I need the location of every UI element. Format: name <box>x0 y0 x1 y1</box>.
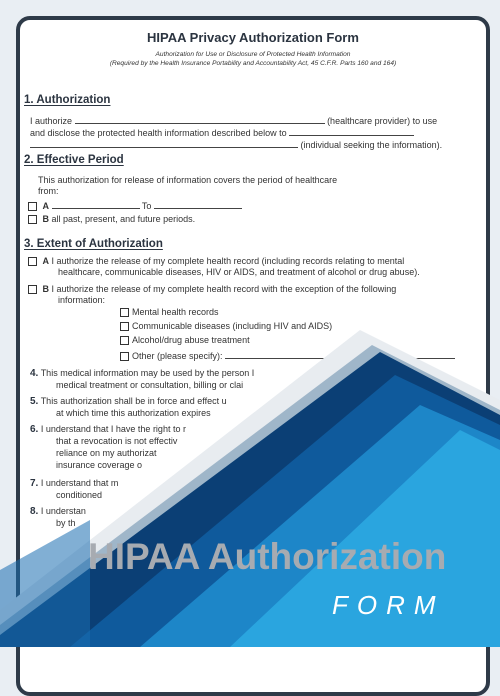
left-blue-accent <box>0 520 90 647</box>
form-title: HIPAA Privacy Authorization Form <box>147 30 359 45</box>
alcohol-drug-label: Alcohol/drug abuse treatment <box>132 335 250 345</box>
item-6-text: I understand that I have the right to r <box>40 424 186 434</box>
option-a-letter: A <box>42 201 50 211</box>
option-b-text: all past, present, and future periods. <box>51 214 196 224</box>
item-7-text: I understand that m <box>40 478 119 488</box>
banner-title: HIPAA Authorization <box>88 536 447 577</box>
item-7-number: 7. <box>30 478 39 489</box>
extent-a-letter: A <box>42 256 50 266</box>
effective-period-text-2: from: <box>38 186 59 196</box>
item-5-line-2: at which time this authorization expires <box>56 408 211 418</box>
disclose-label: and disclose the protected health information described below to <box>30 128 287 138</box>
extent-b-letter: B <box>42 284 50 294</box>
extent-b-text: I authorize the release of my complete health record with the exception of the following <box>51 284 397 294</box>
effective-period-text-1: This authorization for release of information covers the period of healthcare <box>38 175 338 185</box>
item-6-number: 6. <box>30 424 39 435</box>
item-8-line-2: by th <box>56 518 76 528</box>
form-subtitle: Authorization for Use or Disclosure of Protected Health Information <box>155 51 351 58</box>
item-4-text: This medical information may be used by the person I <box>40 368 255 378</box>
item-8-number: 8. <box>30 506 39 517</box>
section-extent-heading: 3. Extent of Authorization <box>24 238 163 250</box>
banner-subtitle: FORM <box>332 590 445 620</box>
item-5-text: This authorization shall be in force and effect u <box>40 396 227 406</box>
extent-b-text-2: information: <box>58 295 106 305</box>
mental-health-label: Mental health records <box>132 307 219 317</box>
authorize-label: I authorize <box>30 116 73 126</box>
item-8-text: I understan <box>40 506 86 516</box>
other-label: Other (please specify): <box>132 351 223 361</box>
communicable-label: Communicable diseases (including HIV and AIDS) <box>132 321 333 331</box>
item-7-line-2: conditioned <box>56 490 103 500</box>
item-6-line-4: insurance coverage o <box>56 460 143 470</box>
item-6-line-3: reliance on my authorizat <box>56 448 157 458</box>
to-label: To <box>141 201 152 211</box>
provider-label: (healthcare provider) to use <box>327 116 438 126</box>
extent-a-text-2: healthcare, communicable diseases, HIV or AIDS, and treatment of alcohol or drug abuse). <box>58 267 420 277</box>
option-b-letter: B <box>42 214 50 224</box>
item-4-number: 4. <box>30 368 39 379</box>
extent-a-text: I authorize the release of my complete health record (including records relating to mental <box>51 256 405 266</box>
individual-label: (individual seeking the information). <box>300 140 443 150</box>
form-legal-reference: (Required by the Health Insurance Portability and Accountability Act, 45 C.F.R. Parts 160 and 164) <box>109 60 397 67</box>
item-6-line-2: that a revocation is not effectiv <box>56 436 178 446</box>
item-4-line-2: medical treatment or consultation, billing or clai <box>56 380 244 390</box>
item-5-number: 5. <box>30 396 39 407</box>
section-effective-period-heading: 2. Effective Period <box>24 154 124 166</box>
section-authorization-heading: 1. Authorization <box>24 94 111 106</box>
